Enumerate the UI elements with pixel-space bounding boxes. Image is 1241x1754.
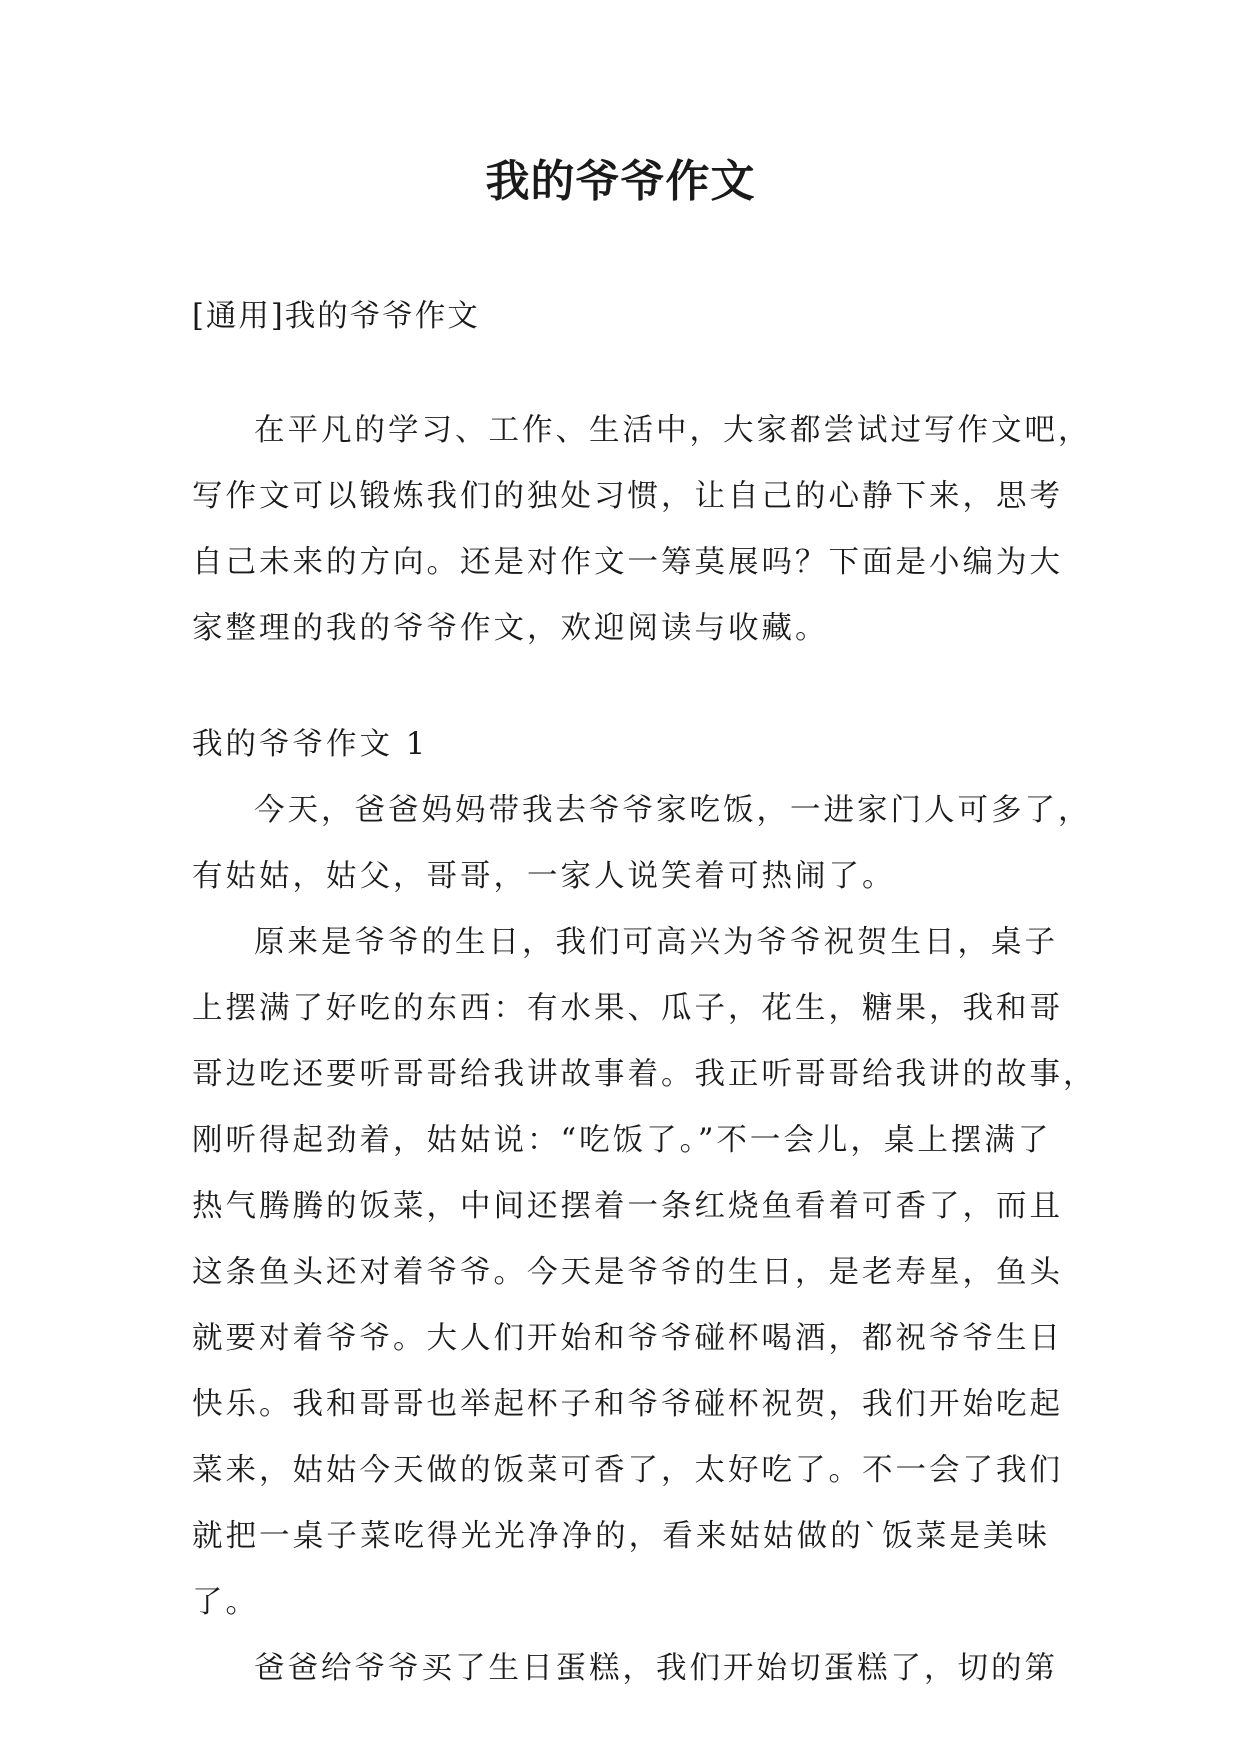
section-heading: 我的爷爷作文 1	[192, 727, 429, 762]
document-subtitle: [通用]我的爷爷作文	[192, 299, 480, 334]
body-line: 这条鱼头还对着爷爷。今天是爷爷的生日，是老寿星，鱼头	[192, 1255, 1063, 1290]
body-line: 快乐。我和哥哥也举起杯子和爷爷碰杯祝贺，我们开始吃起	[192, 1387, 1063, 1422]
intro-line: 在平凡的学习、工作、生活中，大家都尝试过写作文吧，	[254, 413, 1092, 448]
intro-line: 自己未来的方向。还是对作文一筹莫展吗？下面是小编为大	[192, 545, 1063, 580]
intro-line: 写作文可以锻炼我们的独处习惯，让自己的心静下来，思考	[192, 479, 1063, 514]
body-line: 就把一桌子菜吃得光光净净的，看来姑姑做的`饭菜是美味	[192, 1519, 1050, 1554]
body-line: 了。	[192, 1585, 259, 1620]
body-line: 今天，爸爸妈妈带我去爷爷家吃饭，一进家门人可多了，	[254, 793, 1092, 828]
body-line: 爸爸给爷爷买了生日蛋糕，我们开始切蛋糕了，切的第	[254, 1651, 1058, 1686]
body-line: 菜来，姑姑今天做的饭菜可香了，太好吃了。不一会了我们	[192, 1453, 1063, 1488]
body-paragraph-3	[192, 1636, 1058, 1702]
body-line: 上摆满了好吃的东西：有水果、瓜子，花生，糖果，我和哥	[192, 991, 1063, 1026]
document-title: 我的爷爷作文	[485, 156, 756, 207]
body-line: 有姑姑，姑父，哥哥，一家人说笑着可热闹了。	[192, 859, 896, 894]
document-body	[192, 284, 1097, 1702]
body-line: 原来是爷爷的生日，我们可高兴为爷爷祝贺生日，桌子	[254, 925, 1058, 960]
body-line: 就要对着爷爷。大人们开始和爷爷碰杯喝酒，都祝爷爷生日	[192, 1321, 1063, 1356]
intro-line: 家整理的我的爷爷作文，欢迎阅读与收藏。	[192, 611, 829, 646]
body-line: 哥边吃还要听哥哥给我讲故事着。我正听哥哥给我讲的故事，	[192, 1057, 1097, 1092]
body-line: 热气腾腾的饭菜，中间还摆着一条红烧鱼看着可香了，而且	[192, 1189, 1063, 1224]
body-line: 刚听得起劲着，姑姑说：“吃饭了。”不一会儿，桌上摆满了	[192, 1123, 1052, 1158]
body-paragraph-1	[192, 778, 1092, 910]
body-paragraph-2	[192, 910, 1097, 1636]
intro-paragraph	[192, 398, 1092, 662]
